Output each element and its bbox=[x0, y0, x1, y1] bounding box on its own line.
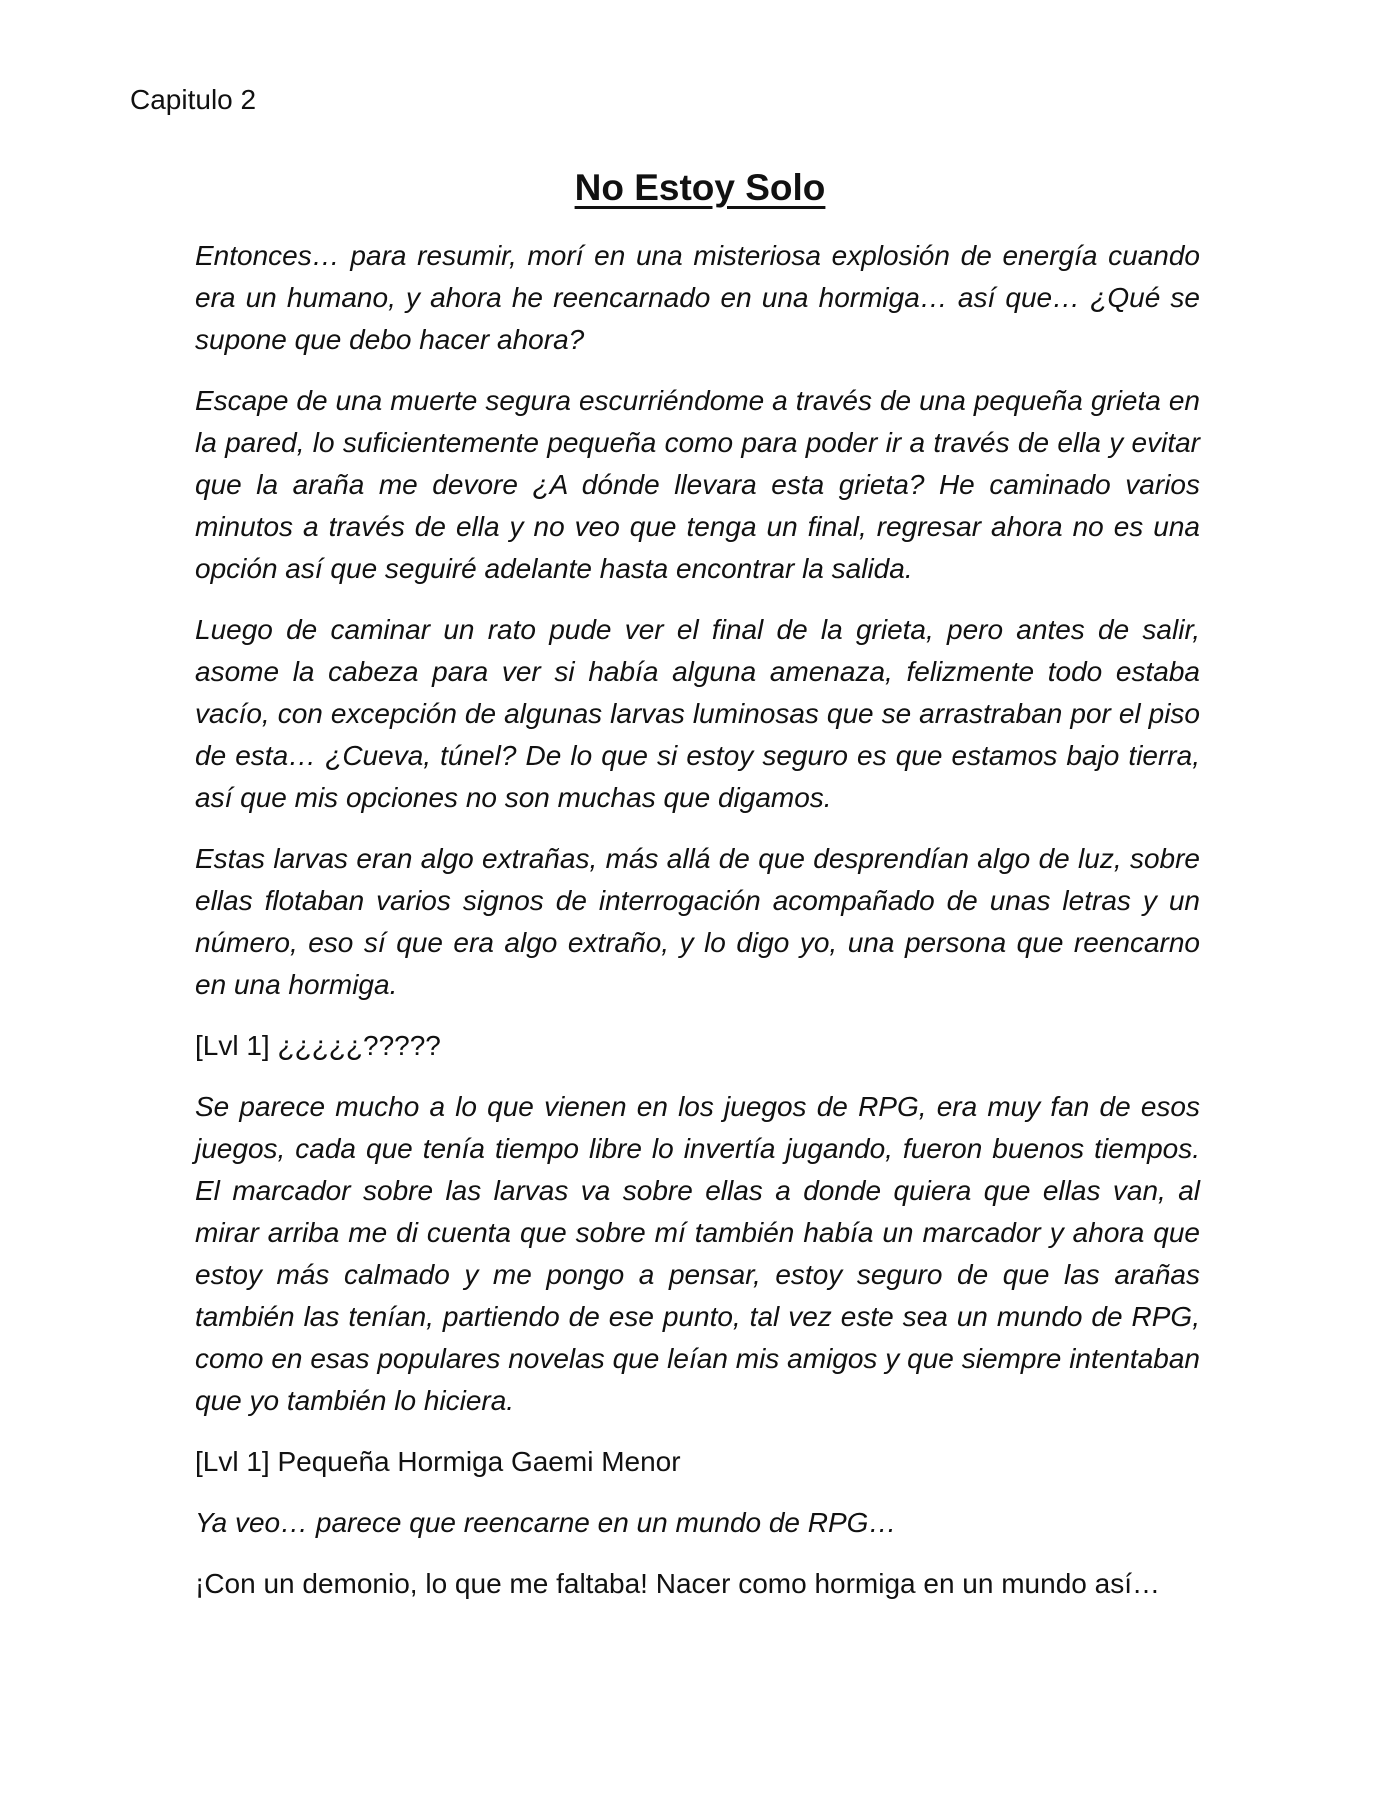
paragraph: ¡Con un demonio, lo que me faltaba! Nacer como hormiga en un mundo así… bbox=[195, 1568, 1160, 1599]
chapter-title: No Estoy Solo bbox=[574, 167, 826, 208]
status-line: [Lvl 1] Pequeña Hormiga Gaemi Menor bbox=[195, 1446, 681, 1477]
paragraph: Estas larvas eran algo extrañas, más allá de que desprendían algo de luz, sobre ellas flotaban varios signos de interrogación acompañado de unas letras y un número, eso sí que era algo extraño, y lo digo yo, una persona que reencarno en una hormiga. bbox=[195, 843, 1200, 1000]
paragraph: Escape de una muerte segura escurriéndome a través de una pequeña grieta en la pared, lo suficientemente pequeña como para poder ir a través de ella y evitar que la araña me devore ¿A dónde llevara esta grieta? He caminado varios minutos a través de ella y no veo que tenga un final, regresar ahora no es una opción así que seguiré adelante hasta encontrar la salida. bbox=[195, 385, 1200, 584]
paragraph: Ya veo… parece que reencarne en un mundo de RPG… bbox=[195, 1507, 897, 1538]
paragraph: Luego de caminar un rato pude ver el final de la grieta, pero antes de salir, asome la cabeza para ver si había alguna amenaza, felizmente todo estaba vacío, con excepción de algunas larvas luminosas que se arrastraban por el piso de esta… ¿Cueva, túnel? De lo que si estoy seguro es que estamos bajo tierra, así que mis opciones no son muchas que digamos. bbox=[195, 614, 1200, 813]
paragraph: Se parece mucho a lo que vienen en los juegos de RPG, era muy fan de esos juegos, cada que tenía tiempo libre lo invertía jugando, fueron buenos tiempos. El marcador sobre las larvas va sobre ellas a donde quiera que ellas van, al mirar arriba me di cuenta que sobre mí también había un marcador y ahora que estoy más calmado y me pongo a pensar, estoy seguro de que las arañas también las tenían, partiendo de ese punto, tal vez este sea un mundo de RPG, como en esas populares novelas que leían mis amigos y que siempre intentaban que yo también lo hiciera. bbox=[195, 1091, 1200, 1416]
body-text bbox=[195, 235, 1200, 1605]
chapter-label: Capitulo 2 bbox=[130, 84, 257, 115]
status-line: [Lvl 1] ¿¿¿¿¿????? bbox=[195, 1030, 441, 1061]
paragraph: Entonces… para resumir, morí en una misteriosa explosión de energía cuando era un humano, y ahora he reencarnado en una hormiga… así que… ¿Qué se supone que debo hacer ahora? bbox=[195, 240, 1200, 355]
